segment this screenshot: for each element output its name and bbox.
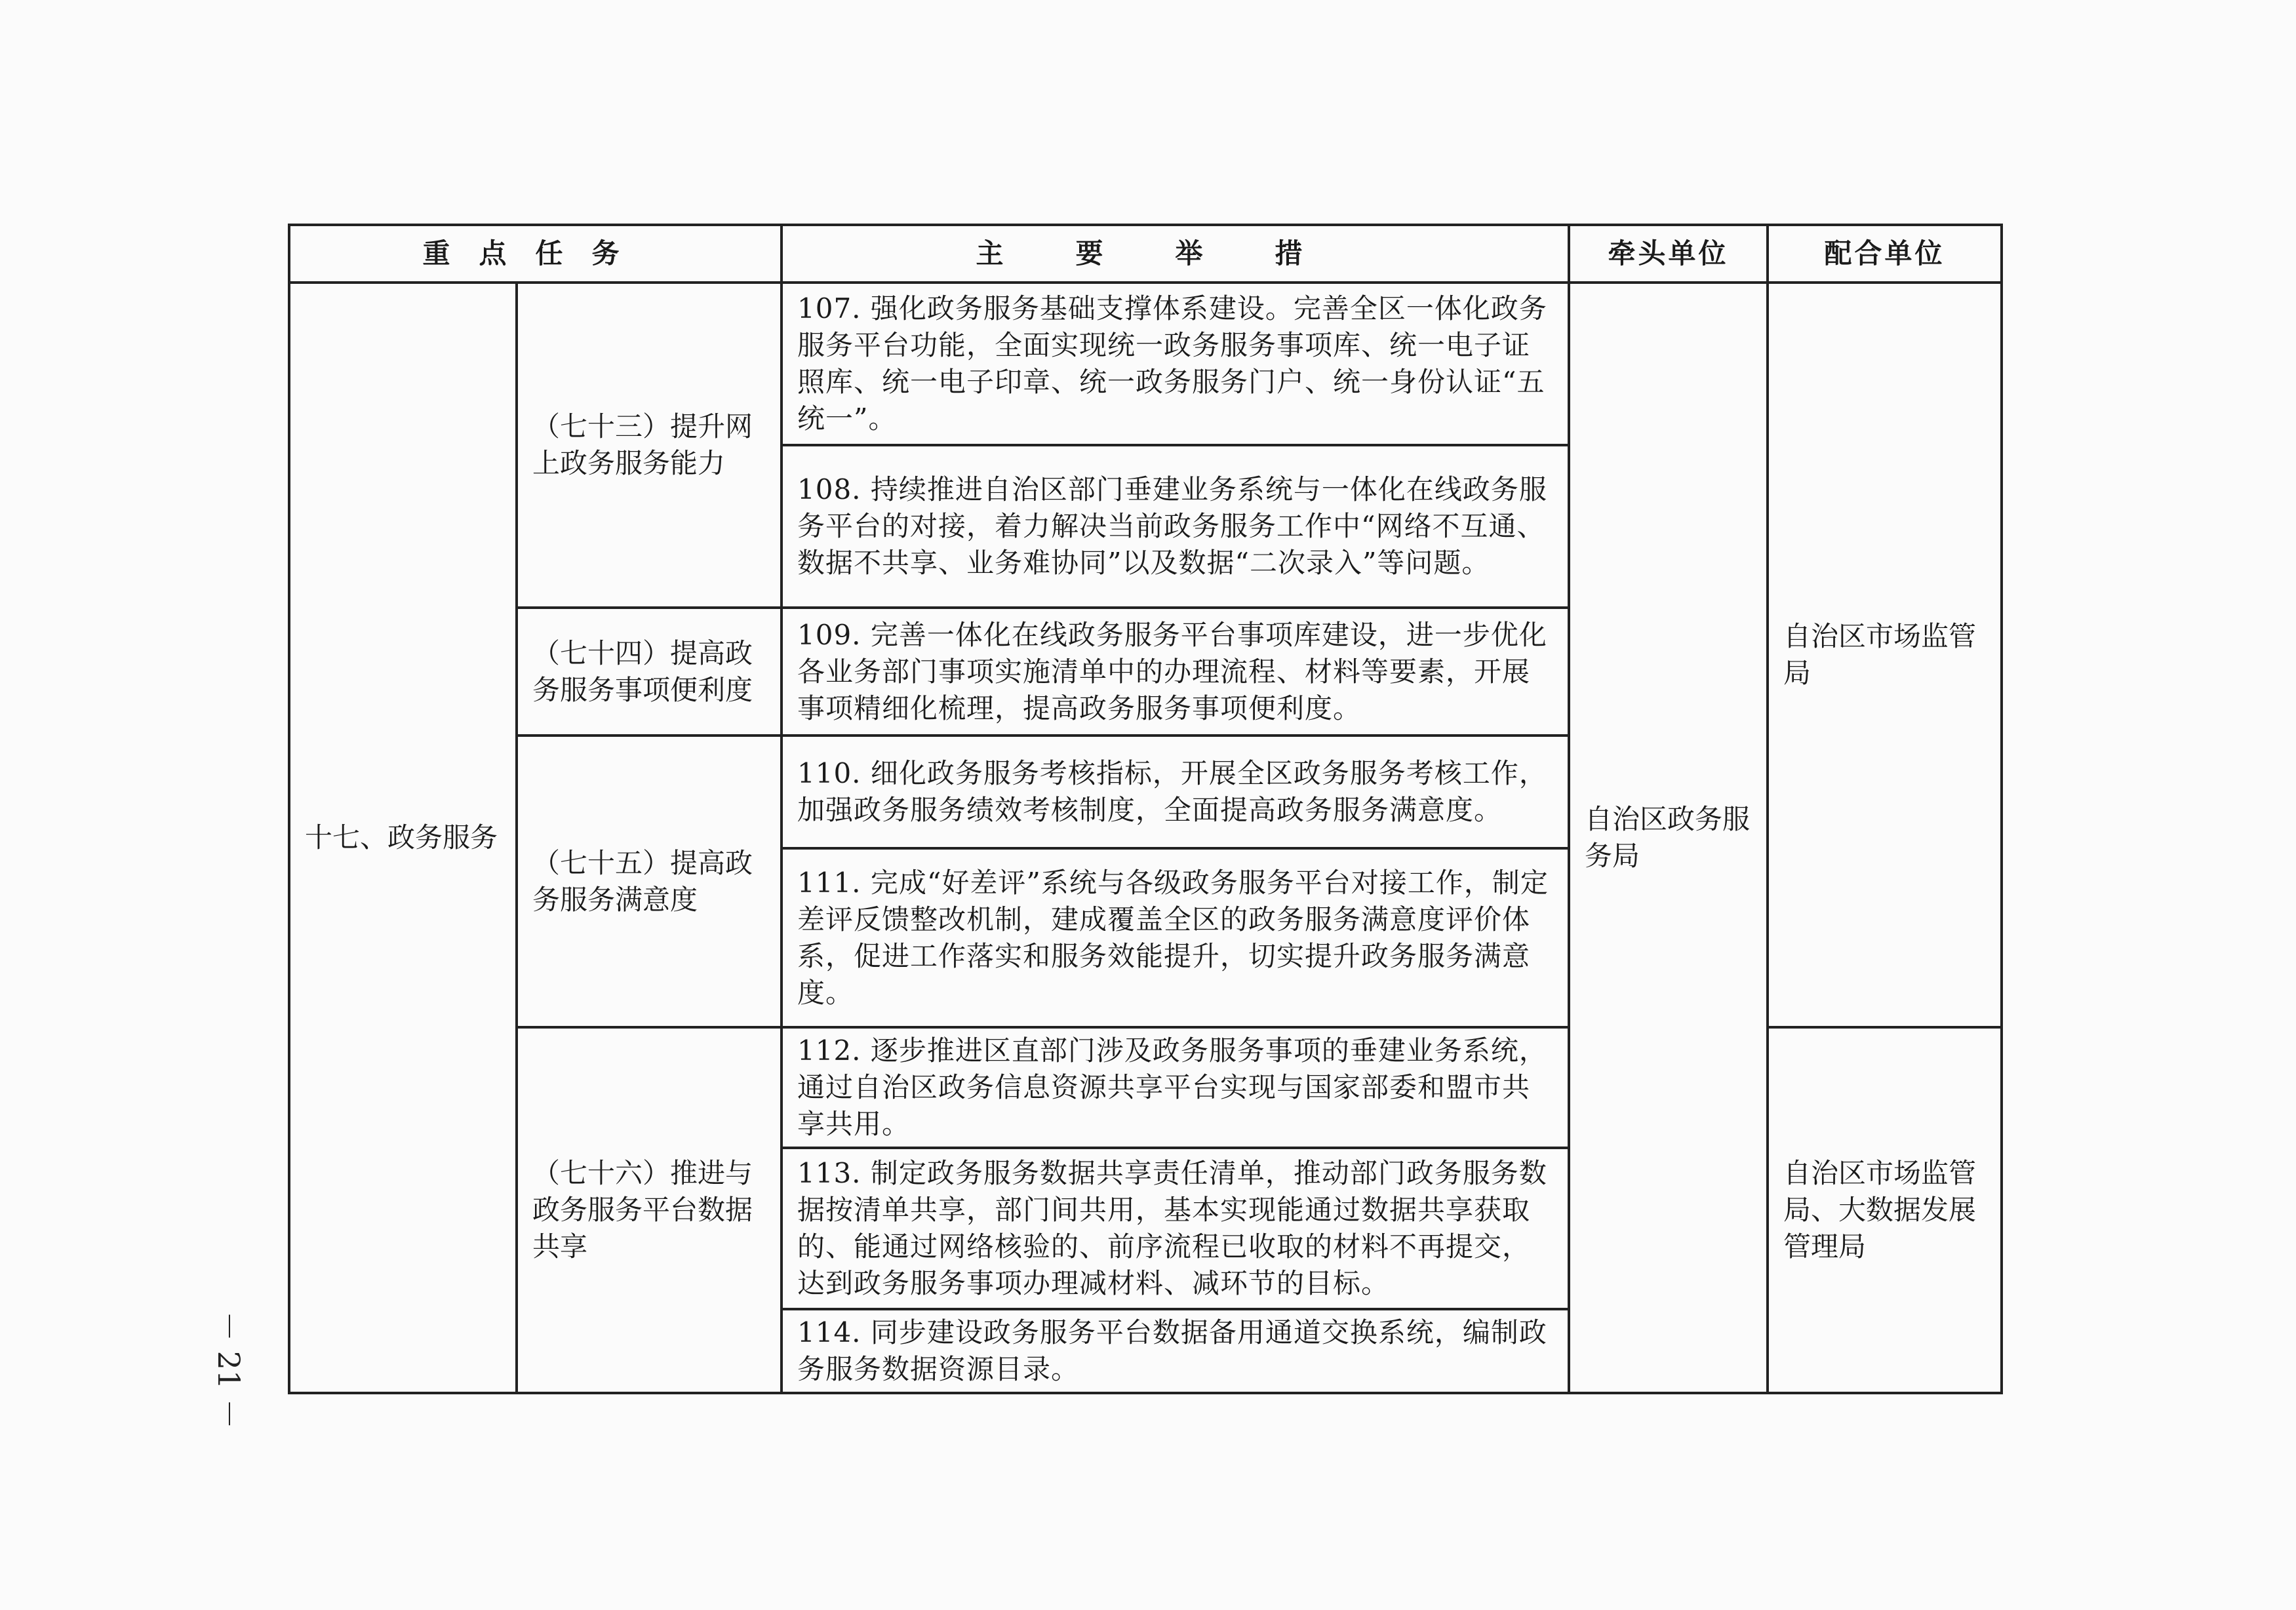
key-tasks-table: [288, 224, 2003, 1394]
measure-cell: 108. 持续推进自治区部门垂建业务系统与一体化在线政务服务平台的对接，着力解决当前政务服务工作中“网络不互通、数据不共享、业务难协同”以及数据“二次录入”等问题。: [782, 445, 1569, 608]
cooperating-unit-cell: 自治区市场监管局: [1768, 283, 2002, 1027]
header-cooperating-unit: 配合单位: [1768, 225, 2002, 283]
measure-cell: 112. 逐步推进区直部门涉及政务服务事项的垂建业务系统，通过自治区政务信息资源共享平台实现与国家部委和盟市共享共用。: [782, 1027, 1569, 1148]
measure-cell: 109. 完善一体化在线政务服务平台事项库建设，进一步优化各业务部门事项实施清单中的办理流程、材料等要素，开展事项精细化梳理，提高政务服务事项便利度。: [782, 608, 1569, 736]
page-number: － 21 －: [211, 1311, 247, 1429]
subtask-cell: （七十三）提升网上政务服务能力: [517, 283, 782, 608]
header-key-task: 重点任务: [289, 225, 782, 283]
header-lead-unit: 牵头单位: [1569, 225, 1768, 283]
subtask-cell: （七十五）提高政务服务满意度: [517, 736, 782, 1027]
measure-cell: 114. 同步建设政务服务平台数据备用通道交换系统，编制政务服务数据资源目录。: [782, 1309, 1569, 1393]
cooperating-unit-cell: 自治区市场监管局、大数据发展管理局: [1768, 1027, 2002, 1393]
category-cell: 十七、政务服务: [289, 283, 517, 1393]
subtask-cell: （七十四）提高政务服务事项便利度: [517, 608, 782, 736]
measure-cell: 107. 强化政务服务基础支撑体系建设。完善全区一体化政务服务平台功能，全面实现统一政务服务事项库、统一电子证照库、统一电子印章、统一政务服务门户、统一身份认证“五统一”。: [782, 283, 1569, 445]
measure-cell: 111. 完成“好差评”系统与各级政务服务平台对接工作，制定差评反馈整改机制，建成覆盖全区的政务服务满意度评价体系，促进工作落实和服务效能提升，切实提升政务服务满意度。: [782, 848, 1569, 1027]
header-main-measures: 主要举措: [782, 225, 1569, 283]
subtask-cell: （七十六）推进与政务服务平台数据共享: [517, 1027, 782, 1393]
table-row: [289, 283, 2002, 445]
measure-cell: 110. 细化政务服务考核指标，开展全区政务服务考核工作，加强政务服务绩效考核制度，全面提高政务服务满意度。: [782, 736, 1569, 848]
measure-cell: 113. 制定政务服务数据共享责任清单，推动部门政务服务数据按清单共享，部门间共用，基本实现能通过数据共享获取的、能通过网络核验的、前序流程已收取的材料不再提交，达到政务服务事项办理减材料、减环节的目标。: [782, 1148, 1569, 1309]
table-header-row: [289, 225, 2002, 283]
lead-unit-cell: 自治区政务服务局: [1569, 283, 1768, 1393]
